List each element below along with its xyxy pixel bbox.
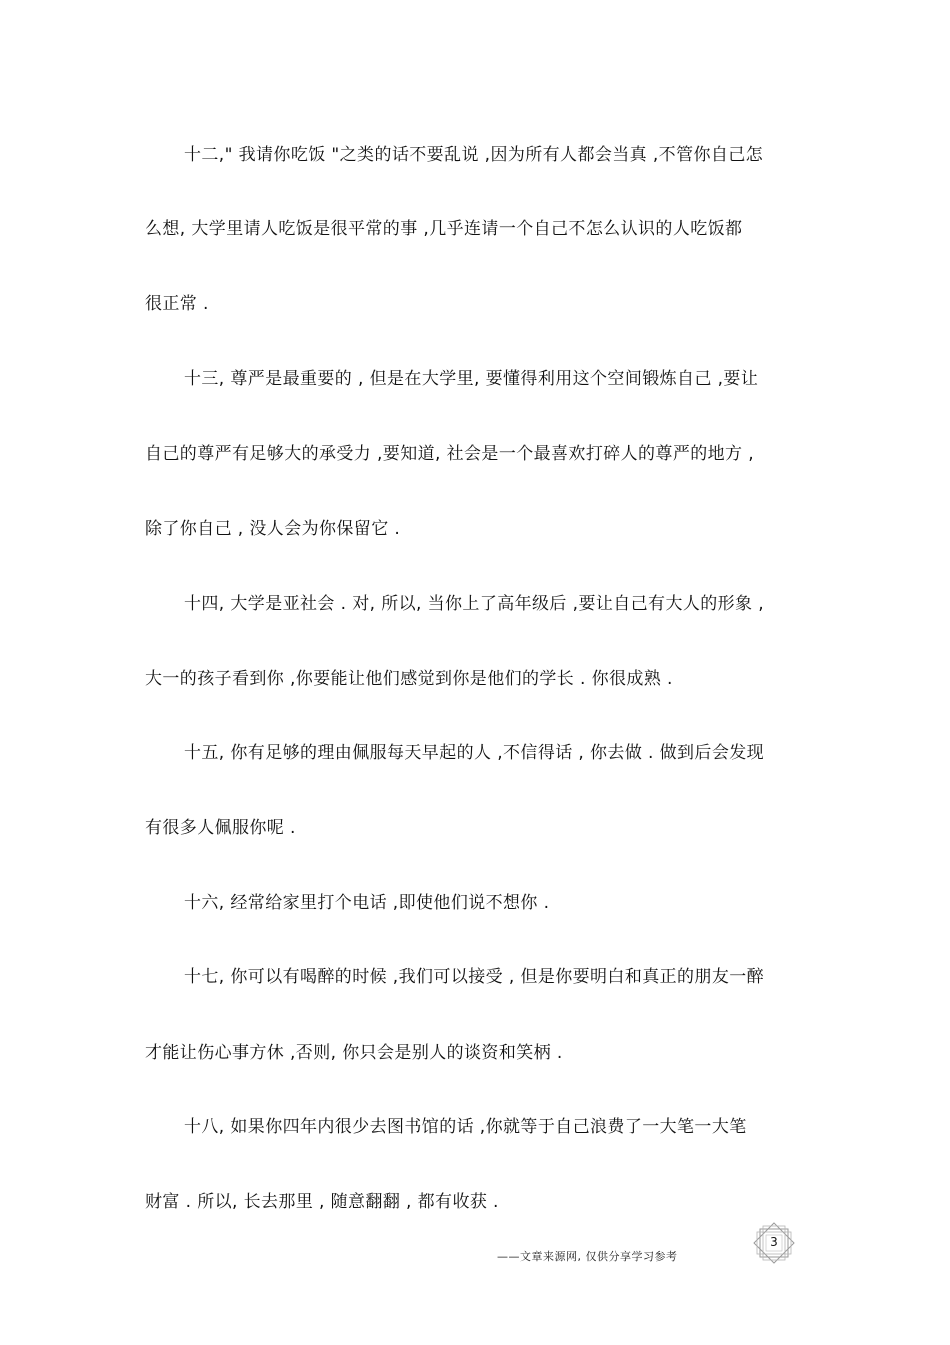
paragraph-15-line-1: 十五, 你有足够的理由佩服每天早起的人 ,不信得话 , 你去做 . 做到后会发现 (184, 743, 765, 763)
paragraph-14-line-2: 大一的孩子看到你 ,你要能让他们感觉到你是他们的学长 . 你很成熟 . (145, 669, 673, 689)
page-number-badge (751, 1220, 797, 1266)
paragraph-18-line-1: 十八, 如果你四年内很少去图书馆的话 ,你就等于自己浪费了一大笔一大笔 (184, 1117, 747, 1137)
paragraph-12-line-3: 很正常 . (145, 294, 209, 314)
paragraph-15-line-2: 有很多人佩服你呢 . (145, 818, 296, 838)
paragraph-13-line-2: 自己的尊严有足够大的承受力 ,要知道, 社会是一个最喜欢打碎人的尊严的地方 , (145, 444, 755, 464)
paragraph-16-line-1: 十六, 经常给家里打个电话 ,即使他们说不想你 . (184, 893, 550, 913)
paragraph-12-line-2: 么想, 大学里请人吃饭是很平常的事 ,几乎连请一个自己不怎么认识的人吃饭都 (145, 219, 743, 239)
paragraph-17-line-1: 十七, 你可以有喝醉的时候 ,我们可以接受 , 但是你要明白和真正的朋友一醉 (184, 967, 765, 987)
paragraph-18-line-2: 财富 . 所以, 长去那里 , 随意翻翻 , 都有收获 . (145, 1192, 499, 1212)
paragraph-13-line-3: 除了你自己 , 没人会为你保留它 . (145, 519, 401, 539)
footer-source-text: ——文章来源网, 仅供分享学习参考 (497, 1250, 678, 1263)
paragraph-13-line-1: 十三, 尊严是最重要的 , 但是在大学里, 要懂得利用这个空间锻炼自己 ,要让 (184, 369, 759, 389)
paragraph-17-line-2: 才能让伤心事方休 ,否则, 你只会是别人的谈资和笑柄 . (145, 1043, 563, 1063)
paragraph-12-line-1: 十二," 我请你吃饭 "之类的话不要乱说 ,因为所有人都会当真 ,不管你自己怎 (184, 145, 764, 165)
page-number: 3 (770, 1235, 778, 1249)
paragraph-14-line-1: 十四, 大学是亚社会 . 对, 所以, 当你上了高年级后 ,要让自己有大人的形象 , (184, 594, 765, 614)
